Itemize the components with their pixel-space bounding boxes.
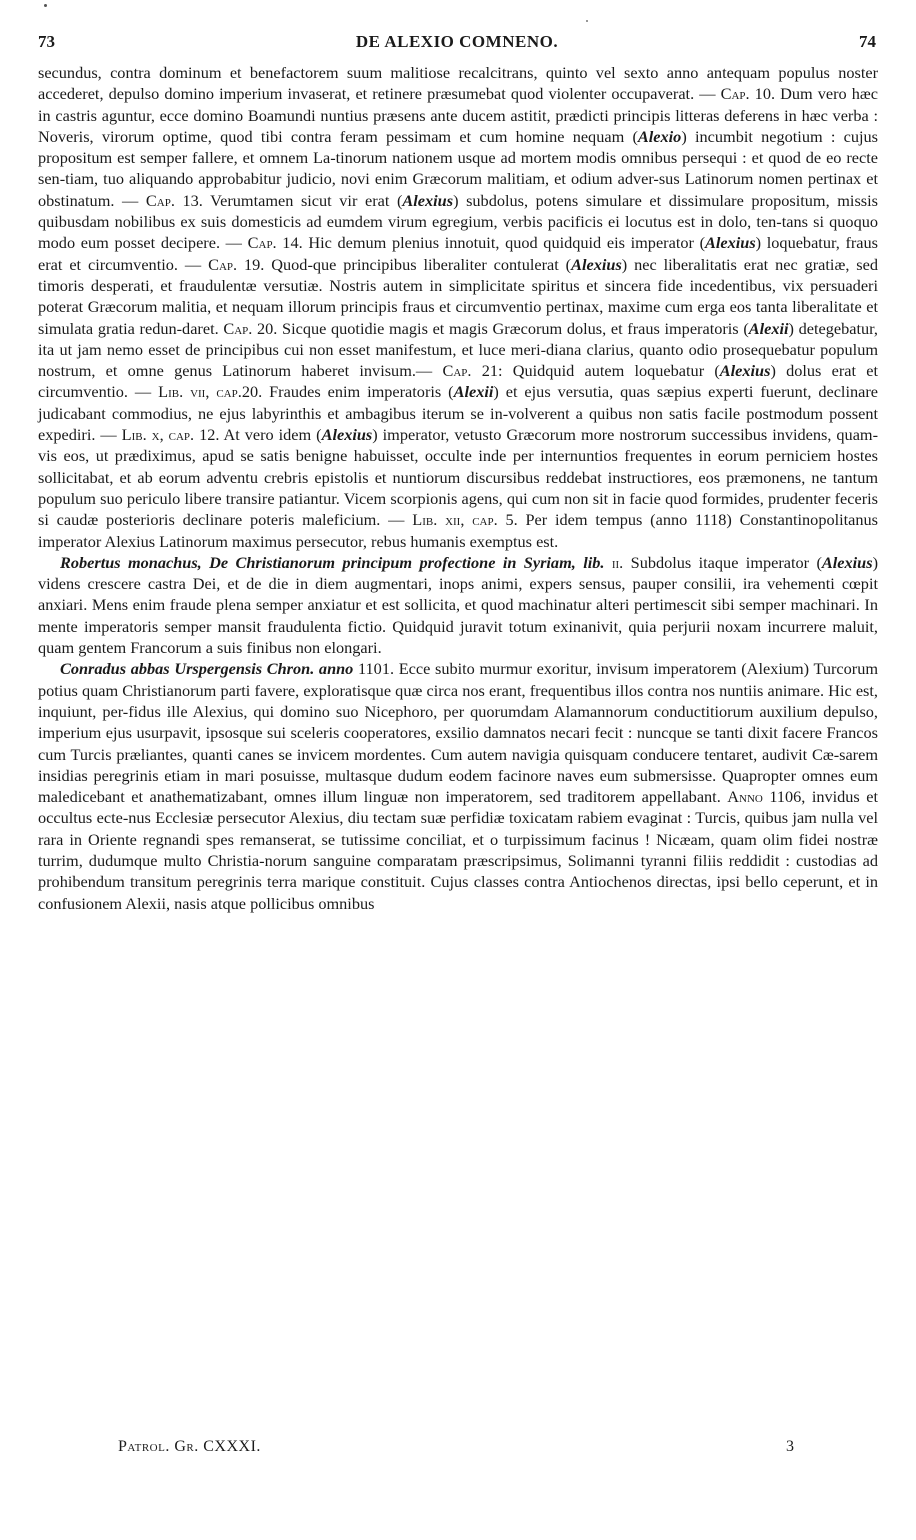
- text-run: ) incumbit negotium : cujus propositum est semper fallere, et omnem La-tinorum nationem usque ad mortem modis omnibus persequi : et quod de eo recte sen-tiam, tuo aliquando approbabitur judicio, novi enim Græcorum malitiam, et odium adver-sus Latinorum nomen pertinax et obstinatum. —: [38, 126, 878, 210]
- italic-run: Alexii: [748, 318, 789, 338]
- page-speck: [586, 20, 588, 22]
- text-run: ) imperator, vetusto Græcorum more nostrorum successibus invidens, quam-vis eos, ut prædiximus, apud se satis benigne habuisset, occulte inde per internuntios frequentes in eorum perniciem hostes sollicitabat, et ab eorum adventu crebris epistolis et nuntiorum discursibus reddebat instructiores, eos præmonens, ne tantum populum suo periculo libere transire patiantur. Vicem scorpionis agens, qui cum non sit in facie quod formides, prudenter feceris si caudæ posterioris declinare poteris maleficium. —: [38, 425, 879, 530]
- text-run: ) subdolus, potens simulare et dissimulare propositum, missis quibusdam nobilibus ex suis domesticis ad eumdem virum egregium, verbis pacificis ei locutus est in dolo, ten-tans si quoquo modo eum posset decipere. —: [38, 190, 878, 253]
- page-speck: [44, 4, 47, 7]
- smallcaps-run: Cap.: [720, 84, 750, 104]
- running-title: DE ALEXIO COMNENO.: [355, 32, 559, 51]
- italic-run: Alexius: [821, 552, 873, 572]
- smallcaps-run: Cap.: [442, 361, 472, 381]
- text-run: ) et ejus versutia, quas sæpius experti fuerunt, declinare judicabant commodius, ne ejus labyrinthis et ambagibus iterum se in-volverent a quibus non satis facile postmodum possent expediri. —: [38, 382, 878, 445]
- italic-run: Alexius: [705, 233, 756, 253]
- italic-run: Alexius: [719, 361, 771, 381]
- text-run: 14. Hic demum plenius innotuit, quod quidquid eis imperator (: [276, 233, 705, 253]
- text-run: secundus, contra dominum et benefactorem suum malitiose recalcitrans, quinto vel sexto anno antequam populus noster accederet, depulso domino imperium invaserat, et retinere præsumebat quod violenter occupaverat. —: [38, 63, 878, 104]
- text-run: Subdolus itaque imperator (: [623, 552, 822, 572]
- smallcaps-run: Cap.: [208, 254, 238, 274]
- text-run: ) nec liberalitatis erat nec gratiæ, sed timoris desperati, et fraudulentæ versutiæ. Nostris autem in simplicitate spiritus et sincera fide incedentibus, vix persuaderi poterat Græcorum malitia, et nequam illorum principis fraus et circumventio pertinax, maxime cum erga eos tanta liberalitate et simulata gratia redun-daret.: [38, 254, 879, 338]
- smallcaps-run: Lib. x, cap.: [121, 425, 195, 445]
- text-run: ) dolus erat et circumventio. —: [38, 361, 879, 402]
- page-number-right: 74: [859, 32, 876, 51]
- running-header: [38, 32, 876, 62]
- paragraph-alexius-fraud: [38, 62, 878, 552]
- paragraph-robertus-monachus: [38, 552, 878, 658]
- text-run: 1101. Ecce subito murmur exoritur, invisum imperatorem (Alexium) Turcorum potius quam Christianorum parti favere, exploratisque quæ circa nos erant, frequentibus illos contra nos nuntiis animare. Hic est, inquiunt, per-fidus ille Alexius, qui domino suo Nicephoro, per quorumdam Alamannorum conductitiorum auxilium depulso, imperium ejus usurpavit, ipsosque sui sceleris cooperatores, exsilio damnatos necari fecit : nuncque se tanti dixit facere Francos cum Turcis præliantes, quanti canes se invicem mordentes. Cum autem navigia quisquam conducere tentaret, audivit Cæ-sarem insidias peregrinis etiam in mari posuisse, multasque dudum eodem facinore naves eum submersisse. Quapropter omnes eum maledicebant et anathematizabant, omnes illum linguæ non imperatorem, sed traditorem appellabant.: [38, 659, 878, 807]
- text-run: 20. Sicque quotidie magis et magis Græcorum dolus, et fraus imperatoris (: [252, 318, 749, 338]
- text-run: 19. Quod-que principibus liberaliter contulerat (: [237, 254, 572, 274]
- sheet-number: 3: [786, 1438, 794, 1455]
- italic-run: Alexius: [321, 425, 373, 445]
- italic-run: Alexius: [402, 190, 454, 210]
- text-run: 12. At vero idem (: [194, 425, 322, 445]
- text-run: ) loquebatur, fraus erat et circumventio. —: [38, 233, 879, 274]
- smallcaps-run: Cap.: [247, 233, 277, 253]
- text-run: 20. Fraudes enim imperatoris (: [241, 382, 454, 402]
- text-run: 10. Dum vero hæc in castris aguntur, ecce domino Boamundi nuntius præsens ante ducem astitit, prædicti principis litteras deferens in hæc verba : Noveris, virorum optime, quod tibi contra feram pessimam et cum homine nequam (: [38, 84, 878, 146]
- italic-run: Alexio: [637, 126, 682, 146]
- smallcaps-run: Lib. xii, cap.: [412, 510, 498, 530]
- italic-run: Robertus monachus, De Christianorum principum profectione in Syriam, lib.: [60, 552, 605, 572]
- smallcaps-run: ii.: [611, 552, 624, 572]
- text-run: 5. Per idem tempus (anno 1118) Constantinopolitanus imperator Alexius Latinorum maximus persecutor, rebus humanis exemptus est.: [38, 510, 879, 551]
- text-run: [604, 553, 611, 572]
- smallcaps-run: Cap.: [145, 190, 175, 210]
- signature-mark: Patrol. Gr. CXXXI.: [118, 1438, 261, 1455]
- italic-run: Alexius: [571, 254, 622, 274]
- page-number-left: 73: [38, 32, 55, 51]
- text-run: 1106, invidus et occultus ecte-nus Ecclesiæ persecutor Alexius, diu tectam suæ perfidiæ toxicatam rabiem evaginat : Turcis, quibus jam nulla vel rara in Oriente regnandi spes remanserat, se tutissime conciliat, et o turpissimum facinus ! Nicæam, quam olim fidei nostræ turrim, dudumque multo Christia-norum sanguine comparatam præscripsimus, Solimanni tyranni filiis reddidit : custodias ad prohibendum transitum peregrinis terra marique constituit. Cujus classes contra Antiochenos directas, ipsi bello ceperunt, et in confusionem Alexii, nasis atque pollicibus omnibus: [38, 787, 878, 913]
- text-run: 13. Verumtamen sicut vir erat (: [174, 190, 403, 210]
- smallcaps-run: Lib. vii, cap.: [158, 382, 242, 402]
- page-footer: [38, 1438, 876, 1462]
- text-run: 21: Quidquid autem loquebatur (: [471, 361, 720, 381]
- body-text: [38, 62, 878, 914]
- paragraph-conradus-abbas: [38, 658, 878, 914]
- smallcaps-run: Cap.: [223, 318, 253, 338]
- text-run: ) videns crescere castra Dei, et de die in diem augmentari, inops animi, expers sensus, pauper consilii, ira vehementi cœpit anxiari. Mens enim fraude plena semper anxiatur et est sollicita, et quod machinatur alteri pertimescit sibi semper machinari. In mente imperatoris semper mansit fraudulenta fictio. Quidquid juravit totum exinanivit, quia perjurii noxam incurrere maluit, quam gentem Francorum a suis finibus non elongari.: [38, 552, 878, 658]
- italic-run: Conradus abbas Urspergensis Chron. anno: [60, 659, 354, 679]
- smallcaps-run: Anno: [727, 787, 763, 807]
- italic-run: Alexii: [453, 382, 494, 402]
- text-run: ) detegebatur, ita ut jam nemo esset de principibus cui non esset manifestum, et luce meri-diana clarius, quanto odio prosequebatur populum nostrum, et omne genus Latinorum haberet invisum.—: [38, 318, 878, 381]
